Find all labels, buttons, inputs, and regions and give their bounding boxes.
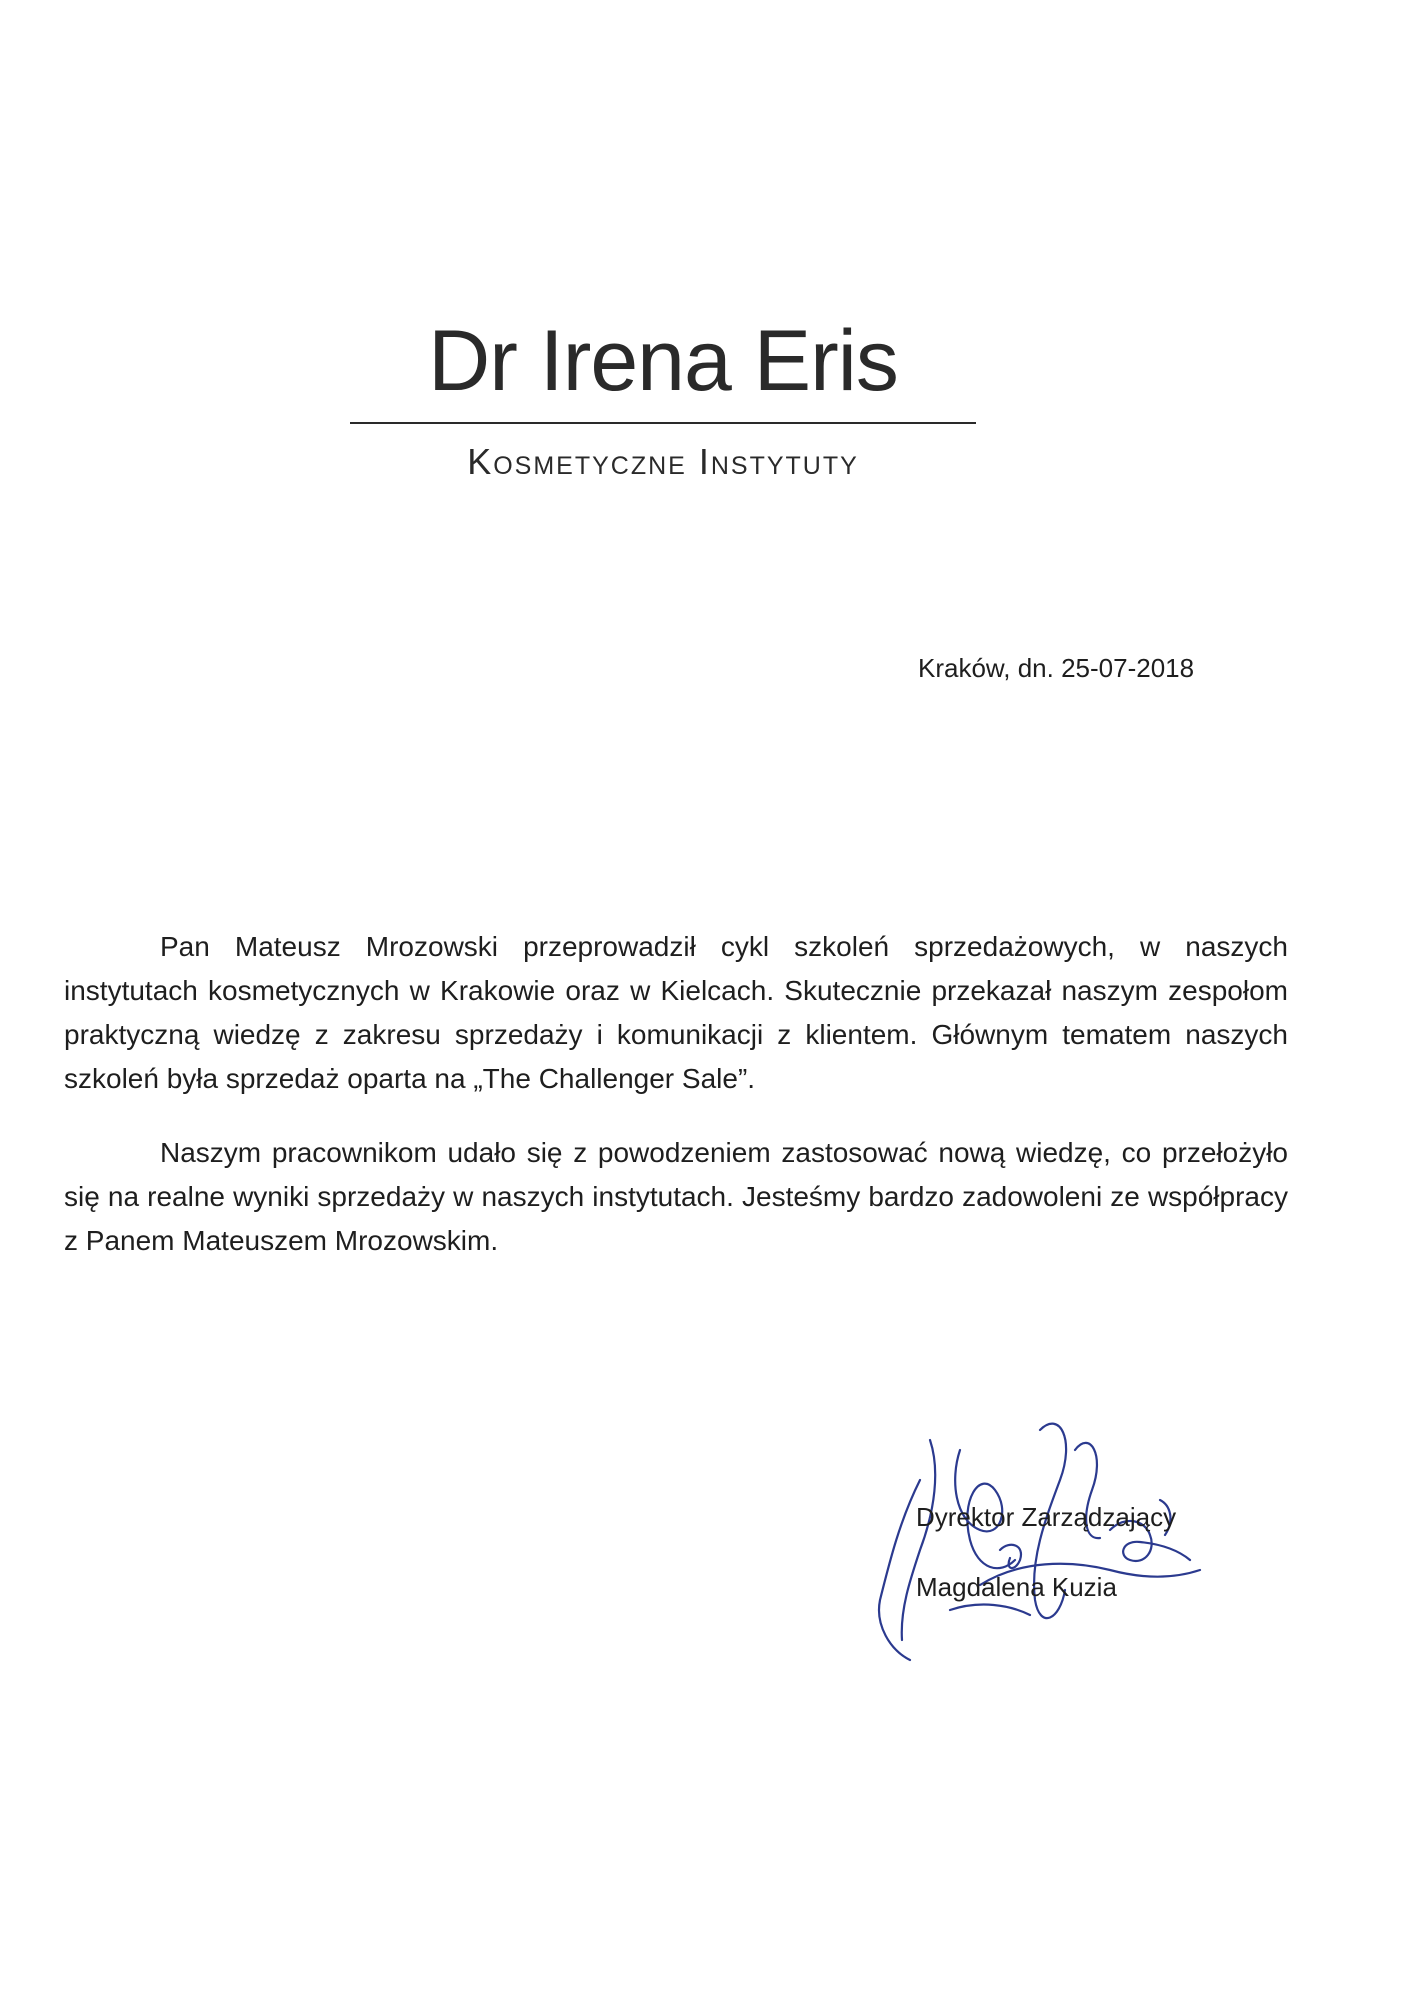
brand-logo-name: Dr Irena Eris [428, 313, 898, 409]
signatory-name: Magdalena Kuzia [916, 1572, 1117, 1602]
body-paragraph-2: Naszym pracownikom udało się z powodzeniem zastosować nową wiedzę, co przełożyło się na realne wyniki sprzedaży w naszych instytutach. Jesteśmy bardzo zadowoleni ze współpracy z Panem Mateuszem Mrozowskim. [64, 1137, 1288, 1256]
letterhead [350, 313, 976, 482]
handwritten-signature [860, 1410, 1220, 1690]
signature-block [860, 1410, 1240, 1690]
signatory-title: Dyrektor Zarządzający [916, 1502, 1177, 1532]
body-paragraph-1: Pan Mateusz Mrozowski przeprowadził cykl szkoleń sprzedażowych, w naszych instytutach kosmetycznych w Krakowie oraz w Kielcach. Skutecznie przekazał naszym zespołom praktyczną wiedzę z zakresu sprzedaży i komunikacji z klientem. Głównym tematem naszych szkoleń była sprzedaż oparta na „The Challenger Sale”. [64, 931, 1288, 1094]
letterhead-subtitle: Kosmetyczne Instytuty [467, 441, 859, 482]
letterhead-divider [350, 422, 976, 424]
letter-date: Kraków, dn. 25-07-2018 [918, 653, 1195, 683]
